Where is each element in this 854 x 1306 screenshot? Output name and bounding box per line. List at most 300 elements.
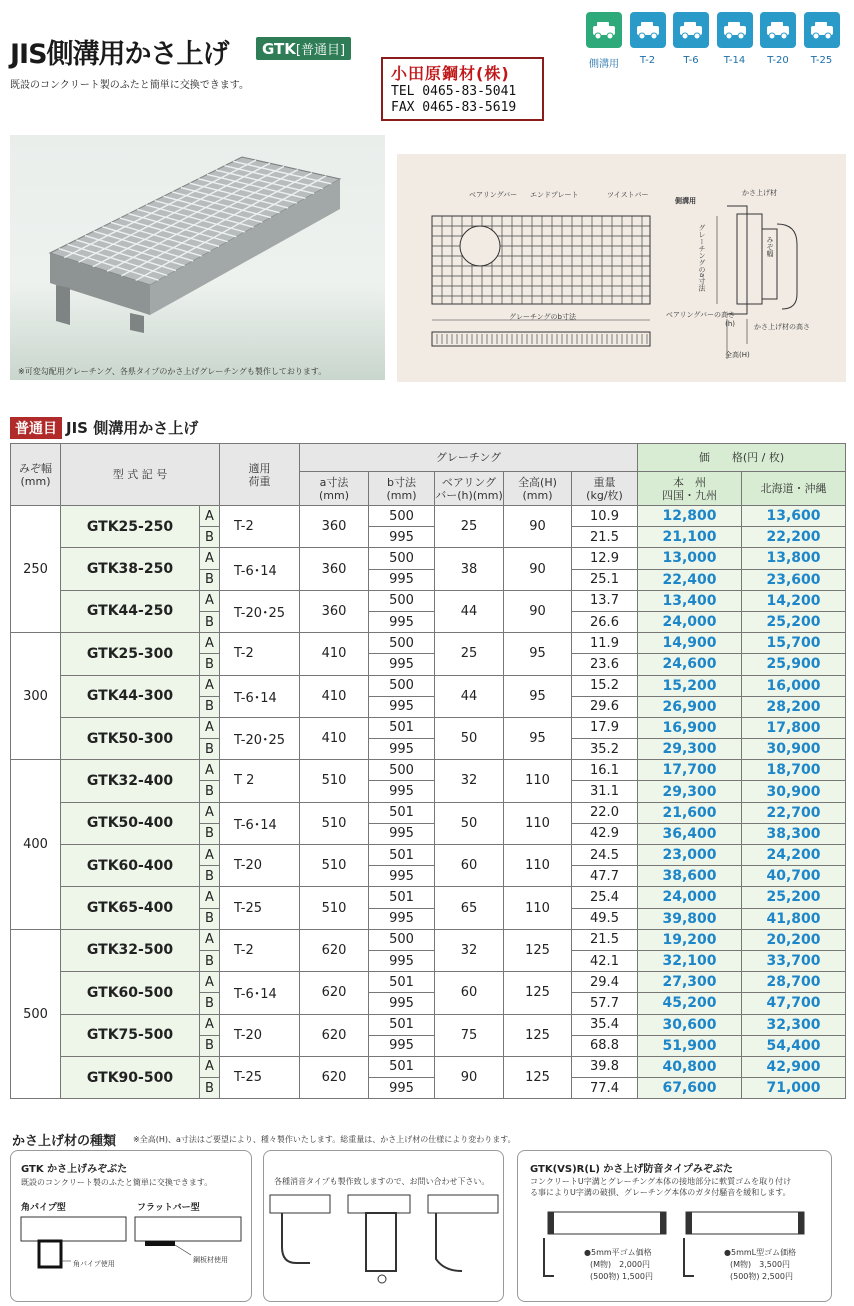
cell-model: GTK44-300: [61, 675, 200, 717]
cell-width: 500: [11, 929, 61, 1099]
cell-b: 500: [369, 633, 435, 654]
cell-price-north: 20,200: [742, 929, 846, 950]
cell-a: 620: [300, 1056, 369, 1098]
cell-price-north: 41,800: [742, 908, 846, 929]
cell-price-north: 33,700: [742, 950, 846, 971]
label-bearing-bar: ベアリングバー: [469, 191, 518, 199]
cell-b: 995: [369, 823, 435, 844]
cell-price-main: 30,600: [638, 1014, 742, 1035]
th-total: 全高(H) (mm): [504, 472, 572, 506]
cell-total: 90: [504, 548, 572, 590]
cell-load: T-6･14: [220, 972, 300, 1014]
table-row: [11, 760, 846, 781]
load-icon-label: 側溝用: [589, 59, 619, 70]
cell-price-main: 27,300: [638, 972, 742, 993]
label-total-height: 全高(H): [725, 351, 750, 359]
cell-ab: B: [200, 611, 220, 632]
cell-b: 995: [369, 611, 435, 632]
small-truck-icon: [673, 12, 709, 48]
label-bearing-height: ベアリングバーの高さ(h): [665, 311, 735, 328]
cell-weight: 13.7: [572, 590, 638, 611]
cell-ab: A: [200, 717, 220, 738]
cell-load: T-25: [220, 887, 300, 929]
cell-bearing: 38: [435, 548, 504, 590]
page-title: JIS側溝用かさ上げ: [10, 39, 229, 70]
cell-price-main: 40,800: [638, 1056, 742, 1077]
cell-price-main: 51,900: [638, 1035, 742, 1056]
table-row: [11, 717, 846, 738]
dealer-name: 小田原鋼材(株): [391, 64, 510, 83]
cell-b: 500: [369, 760, 435, 781]
price-table: [10, 443, 846, 1099]
cell-total: 95: [504, 675, 572, 717]
cell-total: 125: [504, 929, 572, 971]
cell-b: 501: [369, 717, 435, 738]
cell-price-main: 67,600: [638, 1078, 742, 1099]
cell-price-main: 16,900: [638, 717, 742, 738]
cell-bearing: 44: [435, 675, 504, 717]
cell-price-north: 22,200: [742, 527, 846, 548]
th-load: 適用 荷重: [220, 444, 300, 506]
cell-model: GTK50-400: [61, 802, 200, 844]
type-square-pipe: 角パイプ型: [21, 1203, 66, 1213]
cell-weight: 21.5: [572, 527, 638, 548]
section-header: [10, 417, 198, 439]
cell-ab: B: [200, 696, 220, 717]
cell-price-main: 17,700: [638, 760, 742, 781]
cell-model: GTK32-500: [61, 929, 200, 971]
cell-b: 500: [369, 590, 435, 611]
cell-load: T-2: [220, 633, 300, 675]
load-icon-label: T-20: [767, 55, 789, 66]
cell-width: 300: [11, 633, 61, 760]
box-gtk: [10, 1150, 252, 1302]
cell-load: T 2: [220, 760, 300, 802]
cell-weight: 31.1: [572, 781, 638, 802]
cell-total: 125: [504, 972, 572, 1014]
cell-b: 995: [369, 781, 435, 802]
cell-ab: A: [200, 929, 220, 950]
cell-weight: 26.6: [572, 611, 638, 632]
cell-b: 501: [369, 802, 435, 823]
cell-b: 501: [369, 1014, 435, 1035]
cell-price-main: 13,400: [638, 590, 742, 611]
cell-weight: 15.2: [572, 675, 638, 696]
cell-b: 995: [369, 527, 435, 548]
cell-model: GTK38-250: [61, 548, 200, 590]
cell-a: 410: [300, 675, 369, 717]
cell-ab: B: [200, 908, 220, 929]
cell-price-north: 15,700: [742, 633, 846, 654]
cell-price-north: 22,700: [742, 802, 846, 823]
cell-bearing: 32: [435, 760, 504, 802]
th-a: a寸法 (mm): [300, 472, 369, 506]
table-row: [11, 633, 846, 654]
gtk-badge: [256, 37, 351, 60]
cell-ab: B: [200, 823, 220, 844]
cell-price-main: 12,800: [638, 506, 742, 527]
cell-weight: 25.4: [572, 887, 638, 908]
cell-price-north: 23,600: [742, 569, 846, 590]
load-icon-label: T-2: [639, 55, 656, 66]
cell-weight: 68.8: [572, 1035, 638, 1056]
gtk-badge-main: GTK: [262, 40, 296, 58]
label-gutter-width: みぞ幅: [766, 236, 774, 257]
th-b: b寸法 (mm): [369, 472, 435, 506]
cell-bearing: 65: [435, 887, 504, 929]
cell-ab: A: [200, 972, 220, 993]
cell-b: 500: [369, 929, 435, 950]
cell-price-main: 26,900: [638, 696, 742, 717]
cell-load: T-25: [220, 1056, 300, 1098]
cell-price-north: 28,200: [742, 696, 846, 717]
cell-price-main: 19,200: [638, 929, 742, 950]
cell-price-north: 18,700: [742, 760, 846, 781]
table-row: [11, 548, 846, 569]
cell-width: 250: [11, 506, 61, 633]
section-title: JIS 側溝用かさ上げ: [66, 419, 199, 437]
cell-load: T-2: [220, 929, 300, 971]
cell-price-main: 13,000: [638, 548, 742, 569]
photo-note: ※可変勾配用グレーチング、各県タイプのかさ上げグレーチングも製作しております。: [18, 367, 327, 376]
cell-model: GTK60-400: [61, 845, 200, 887]
cell-weight: 24.5: [572, 845, 638, 866]
cell-ab: B: [200, 993, 220, 1014]
cell-a: 360: [300, 548, 369, 590]
table-row: [11, 845, 846, 866]
cell-ab: B: [200, 739, 220, 760]
load-icon-label: T-14: [723, 55, 746, 66]
cell-a: 620: [300, 972, 369, 1014]
cell-price-north: 14,200: [742, 590, 846, 611]
product-photo: [10, 135, 385, 380]
cell-load: T-2: [220, 506, 300, 548]
cell-price-main: 32,100: [638, 950, 742, 971]
table-row: [11, 675, 846, 696]
table-row: [11, 802, 846, 823]
box-soundproof-text2: る事によりU字溝の破損、グレーチング本体のガタ付騒音を緩和します。: [530, 1188, 791, 1197]
label-end-plate: エンドプレート: [530, 191, 579, 199]
cell-b: 995: [369, 569, 435, 590]
cell-ab: A: [200, 760, 220, 781]
load-icon-label: T-25: [810, 55, 833, 66]
cell-ab: B: [200, 1078, 220, 1099]
cell-width: 400: [11, 760, 61, 930]
grating-photo-illustration: [10, 135, 385, 380]
cell-bearing: 25: [435, 506, 504, 548]
cell-weight: 57.7: [572, 993, 638, 1014]
cell-ab: A: [200, 675, 220, 696]
th-price: 価 格(円 / 枚): [638, 444, 846, 472]
cell-weight: 12.9: [572, 548, 638, 569]
cell-ab: A: [200, 590, 220, 611]
cell-ab: B: [200, 1035, 220, 1056]
cell-ab: A: [200, 887, 220, 908]
cell-ab: A: [200, 548, 220, 569]
cell-total: 110: [504, 887, 572, 929]
cell-model: GTK75-500: [61, 1014, 200, 1056]
th-grating: グレーチング: [300, 444, 638, 472]
cell-price-main: 29,300: [638, 781, 742, 802]
cell-ab: B: [200, 654, 220, 675]
label-a-dim: グレーチングのa寸法: [698, 224, 706, 292]
table-row: [11, 887, 846, 908]
cell-ab: A: [200, 802, 220, 823]
table-row: [11, 590, 846, 611]
cell-model: GTK25-250: [61, 506, 200, 548]
page-subtitle: 既設のコンクリート製のふたと簡単に交換できます。: [10, 80, 249, 91]
cell-price-north: 25,200: [742, 611, 846, 632]
cell-total: 90: [504, 590, 572, 632]
cell-price-main: 39,800: [638, 908, 742, 929]
gtk-badge-sub: [普通目]: [295, 43, 346, 58]
cell-a: 620: [300, 929, 369, 971]
cell-price-main: 45,200: [638, 993, 742, 1014]
cell-total: 125: [504, 1056, 572, 1098]
cell-b: 501: [369, 1056, 435, 1077]
cell-a: 510: [300, 845, 369, 887]
box-silent-text: 各種消音タイプも製作致しますので、お問い合わせ下さい。: [274, 1177, 490, 1186]
cell-ab: A: [200, 1056, 220, 1077]
dimension-diagram: [397, 154, 846, 382]
silent-type-drawing: [264, 1187, 505, 1303]
cell-price-north: 71,000: [742, 1078, 846, 1099]
cell-bearing: 60: [435, 845, 504, 887]
cell-model: GTK65-400: [61, 887, 200, 929]
kasa-title: かさ上げ材の種類: [12, 1134, 117, 1149]
cell-price-main: 15,200: [638, 675, 742, 696]
cell-ab: A: [200, 506, 220, 527]
opt-l-rubber-title: ●5mmL型ゴム価格: [724, 1248, 797, 1257]
section-badge: 普通目: [10, 417, 62, 439]
cell-b: 501: [369, 845, 435, 866]
cell-b: 501: [369, 972, 435, 993]
cell-price-main: 29,300: [638, 739, 742, 760]
cell-a: 510: [300, 802, 369, 844]
cell-b: 995: [369, 908, 435, 929]
cell-total: 110: [504, 845, 572, 887]
cell-b: 995: [369, 1035, 435, 1056]
cell-b: 995: [369, 866, 435, 887]
cell-price-north: 54,400: [742, 1035, 846, 1056]
box-soundproof: [517, 1150, 832, 1302]
cell-weight: 39.8: [572, 1056, 638, 1077]
cell-weight: 35.2: [572, 739, 638, 760]
cell-price-north: 30,900: [742, 739, 846, 760]
cell-total: 95: [504, 717, 572, 759]
cell-bearing: 50: [435, 802, 504, 844]
cell-price-main: 23,000: [638, 845, 742, 866]
th-weight: 重量 (kg/枚): [572, 472, 638, 506]
cell-b: 501: [369, 887, 435, 908]
cell-a: 410: [300, 633, 369, 675]
opt-flat-rubber-500: (500物) 1,500円: [590, 1272, 653, 1281]
cell-bearing: 44: [435, 590, 504, 632]
cell-model: GTK60-500: [61, 972, 200, 1014]
table-row: [11, 972, 846, 993]
cell-price-north: 13,600: [742, 506, 846, 527]
cell-a: 410: [300, 717, 369, 759]
cell-price-north: 30,900: [742, 781, 846, 802]
cell-total: 110: [504, 760, 572, 802]
cell-bearing: 50: [435, 717, 504, 759]
opt-flat-rubber-m: (M物) 2,000円: [590, 1260, 651, 1269]
kasa-note: ※全高(H)、a寸法はご要望により、種々製作いたします。総重量は、かさ上げ材の仕様により変わります。: [133, 1135, 516, 1144]
cell-price-north: 38,300: [742, 823, 846, 844]
cell-ab: B: [200, 866, 220, 887]
cell-weight: 29.4: [572, 972, 638, 993]
cell-total: 110: [504, 802, 572, 844]
cell-weight: 21.5: [572, 929, 638, 950]
cell-ab: A: [200, 845, 220, 866]
large-truck-icon: [760, 12, 796, 48]
box-gtk-text: 既設のコンクリート製のふたと簡単に交換できます。: [21, 1178, 213, 1187]
cell-load: T-20･25: [220, 717, 300, 759]
cell-price-north: 47,700: [742, 993, 846, 1014]
note-flat-bar: 鋼板材使用: [193, 1256, 228, 1264]
cell-weight: 35.4: [572, 1014, 638, 1035]
note-square-pipe: 角パイプ使用: [73, 1260, 115, 1268]
cell-price-main: 36,400: [638, 823, 742, 844]
cell-price-north: 25,900: [742, 654, 846, 675]
cell-weight: 10.9: [572, 506, 638, 527]
label-raise-material: かさ上げ材: [742, 189, 777, 197]
cell-bearing: 25: [435, 633, 504, 675]
label-twist-bar: ツイストバー: [607, 191, 649, 199]
cell-b: 500: [369, 548, 435, 569]
cell-load: T-6･14: [220, 675, 300, 717]
dealer-tel: TEL 0465-83-5041: [391, 84, 517, 99]
cell-price-main: 22,400: [638, 569, 742, 590]
cell-weight: 42.1: [572, 950, 638, 971]
cell-model: GTK50-300: [61, 717, 200, 759]
cell-weight: 42.9: [572, 823, 638, 844]
cell-price-north: 25,200: [742, 887, 846, 908]
cell-a: 360: [300, 590, 369, 632]
truck-icon: [717, 12, 753, 48]
type-flat-bar: フラットバー型: [137, 1203, 200, 1213]
th-model: 型 式 記 号: [61, 444, 220, 506]
box-silent: [263, 1150, 504, 1302]
cell-price-north: 32,300: [742, 1014, 846, 1035]
cell-weight: 23.6: [572, 654, 638, 675]
cell-bearing: 75: [435, 1014, 504, 1056]
cell-weight: 17.9: [572, 717, 638, 738]
cell-load: T-20: [220, 1014, 300, 1056]
cell-b: 995: [369, 1078, 435, 1099]
cell-ab: B: [200, 781, 220, 802]
cell-a: 620: [300, 1014, 369, 1056]
cell-weight: 16.1: [572, 760, 638, 781]
cell-ab: A: [200, 1014, 220, 1035]
cell-weight: 25.1: [572, 569, 638, 590]
opt-l-rubber-m: (M物) 3,500円: [730, 1260, 791, 1269]
label-b-dim: グレーチングのb寸法: [509, 313, 576, 321]
cell-price-north: 13,800: [742, 548, 846, 569]
opt-l-rubber-500: (500物) 2,500円: [730, 1272, 793, 1281]
heavy-truck-icon: [804, 12, 840, 48]
cell-b: 995: [369, 654, 435, 675]
car-on-grating-icon: [586, 12, 622, 48]
box-soundproof-title: GTK(VS)R(L) かさ上げ防音タイプみぞぶた: [530, 1164, 733, 1175]
cell-b: 995: [369, 696, 435, 717]
cell-total: 95: [504, 633, 572, 675]
cell-weight: 29.6: [572, 696, 638, 717]
cell-total: 125: [504, 1014, 572, 1056]
cell-bearing: 60: [435, 972, 504, 1014]
cell-price-north: 24,200: [742, 845, 846, 866]
cell-load: T-6･14: [220, 802, 300, 844]
th-price-main: 本 州 四国・九州: [638, 472, 742, 506]
cell-price-main: 24,000: [638, 611, 742, 632]
table-row: [11, 929, 846, 950]
cell-price-main: 24,600: [638, 654, 742, 675]
cell-ab: B: [200, 527, 220, 548]
cell-load: T-20･25: [220, 590, 300, 632]
cell-weight: 47.7: [572, 866, 638, 887]
cell-model: GTK25-300: [61, 633, 200, 675]
box-soundproof-text1: コンクリートU字溝とグレーチング本体の接地部分に軟質ゴムを取り付け: [530, 1177, 792, 1186]
label-raise-height: かさ上げ材の高さ: [754, 323, 810, 331]
table-row: [11, 506, 846, 527]
label-gutter: 側溝用: [675, 197, 696, 205]
cell-load: T-20: [220, 845, 300, 887]
dealer-fax: FAX 0465-83-5619: [391, 100, 517, 115]
cell-price-north: 16,000: [742, 675, 846, 696]
table-row: [11, 1014, 846, 1035]
cell-b: 500: [369, 675, 435, 696]
cell-price-north: 40,700: [742, 866, 846, 887]
cell-weight: 22.0: [572, 802, 638, 823]
cell-load: T-6･14: [220, 548, 300, 590]
cell-ab: B: [200, 569, 220, 590]
cell-weight: 77.4: [572, 1078, 638, 1099]
dealer-stamp: [381, 57, 544, 121]
cell-a: 360: [300, 506, 369, 548]
box-gtk-title: GTK かさ上げみぞぶた: [21, 1164, 128, 1175]
th-price-north: 北海道・沖縄: [742, 472, 846, 506]
cell-b: 995: [369, 993, 435, 1014]
opt-flat-rubber-title: ●5mm平ゴム価格: [584, 1248, 652, 1257]
cell-b: 995: [369, 950, 435, 971]
th-bearing: ベアリング バー(h)(mm): [435, 472, 504, 506]
cell-bearing: 90: [435, 1056, 504, 1098]
cell-weight: 11.9: [572, 633, 638, 654]
table-row: [11, 1056, 846, 1077]
cell-model: GTK32-400: [61, 760, 200, 802]
cell-weight: 49.5: [572, 908, 638, 929]
cell-b: 995: [369, 739, 435, 760]
cell-a: 510: [300, 887, 369, 929]
cell-total: 90: [504, 506, 572, 548]
load-icon-label: T-6: [683, 55, 699, 66]
cell-ab: A: [200, 633, 220, 654]
cell-price-main: 24,000: [638, 887, 742, 908]
cell-a: 510: [300, 760, 369, 802]
cell-price-main: 14,900: [638, 633, 742, 654]
cell-b: 500: [369, 506, 435, 527]
cell-price-main: 21,600: [638, 802, 742, 823]
th-width: みぞ幅 (mm): [11, 444, 61, 506]
cell-price-north: 17,800: [742, 717, 846, 738]
cell-price-north: 42,900: [742, 1056, 846, 1077]
cell-model: GTK44-250: [61, 590, 200, 632]
car-icon: [630, 12, 666, 48]
cell-price-main: 38,600: [638, 866, 742, 887]
cell-model: GTK90-500: [61, 1056, 200, 1098]
cell-ab: B: [200, 950, 220, 971]
diagram-drawing: [397, 154, 846, 382]
